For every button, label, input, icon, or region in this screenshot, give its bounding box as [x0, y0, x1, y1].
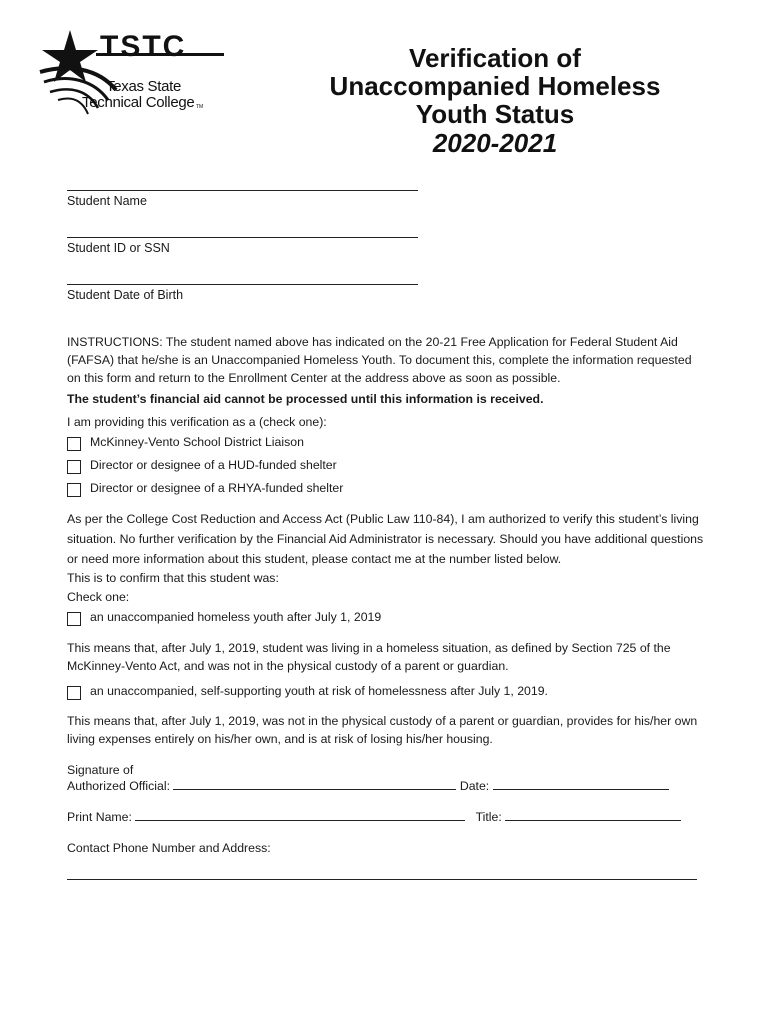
confirm-statement: This is to confirm that this student was: — [67, 571, 279, 585]
print-name-label: Print Name: — [67, 810, 132, 824]
student-dob-line[interactable] — [67, 284, 418, 285]
authorized-official-label: Authorized Official: — [67, 779, 170, 793]
logo-abbr: TSTC — [100, 30, 187, 63]
signature-label-line1: Signature of — [67, 763, 134, 777]
provider-option-label: Director or designee of a HUD-funded shelter — [90, 458, 337, 472]
signature-row — [67, 777, 747, 795]
checkbox[interactable] — [67, 437, 81, 451]
instructions-paragraph: INSTRUCTIONS: The student named above has indicated on the 20-21 Free Application for Federal Student Aid (FAFSA) that he/she is an Unaccompanied Homeless Youth. To document this, complete the information requested on this form and return to the Enrollment Center at the address above as soon as possible. — [67, 335, 692, 385]
title-year: 2020-2021 — [432, 128, 558, 158]
student-id-label: Student ID or SSN — [67, 241, 170, 255]
checkbox[interactable] — [67, 483, 81, 497]
student-id-line[interactable] — [67, 237, 418, 238]
student-dob-label: Student Date of Birth — [67, 288, 184, 302]
student-name-line[interactable] — [67, 190, 418, 191]
logo-tm: TM — [196, 104, 204, 110]
tstc-logo — [38, 28, 228, 118]
title-line-2: Unaccompanied Homeless — [329, 71, 661, 101]
logo-line1: Texas State — [106, 78, 182, 95]
status-option-label: an unaccompanied, self-supporting youth at risk of homelessness after July 1, 2019. — [90, 684, 548, 698]
authority-paragraph: As per the College Cost Reduction and Access Act (Public Law 110-84), I am authorized to verify this student’s living situation. No further verification by the Financial Aid Administrator is necessary. Should you have additional questions or need more information about this student, please contact me at the number listed below. — [67, 512, 704, 566]
check-one-label: Check one: — [67, 590, 130, 604]
contact-line[interactable] — [67, 879, 697, 880]
status-explanation-at-risk: This means that, after July 1, 2019, was not in the physical custody of a parent or guardian, provides for his/her own living expenses entirely on his/her own, and is at risk of losing his/her housing. — [67, 714, 698, 746]
title-label: Title: — [475, 810, 502, 824]
date-label: Date: — [459, 779, 490, 793]
provider-option-label: Director or designee of a RHYA-funded shelter — [90, 481, 344, 495]
provider-prompt: I am providing this verification as a (check one): — [67, 415, 327, 429]
title-line-1: Verification of — [409, 43, 581, 73]
print-name-line[interactable] — [135, 808, 465, 821]
student-name-label: Student Name — [67, 194, 147, 208]
title-line-3: Youth Status — [415, 99, 575, 129]
provider-option-label: McKinney-Vento School District Liaison — [90, 435, 304, 449]
processing-note: The student’s financial aid cannot be processed until this information is received. — [67, 392, 544, 406]
date-line[interactable] — [493, 777, 669, 790]
print-name-row — [67, 808, 747, 826]
checkbox[interactable] — [67, 460, 81, 474]
contact-label: Contact Phone Number and Address: — [67, 841, 271, 855]
logo-line2: Technical College — [82, 94, 195, 111]
status-explanation-homeless: This means that, after July 1, 2019, student was living in a homeless situation, as defined by Section 725 of the McKinney-Vento Act, and was not in the physical custody of a parent or guardian. — [67, 641, 671, 673]
title-line[interactable] — [505, 808, 681, 821]
status-option-label: an unaccompanied homeless youth after July 1, 2019 — [90, 610, 382, 624]
signature-line[interactable] — [173, 777, 456, 790]
page-title — [300, 44, 690, 158]
checkbox[interactable] — [67, 686, 81, 700]
checkbox[interactable] — [67, 612, 81, 626]
